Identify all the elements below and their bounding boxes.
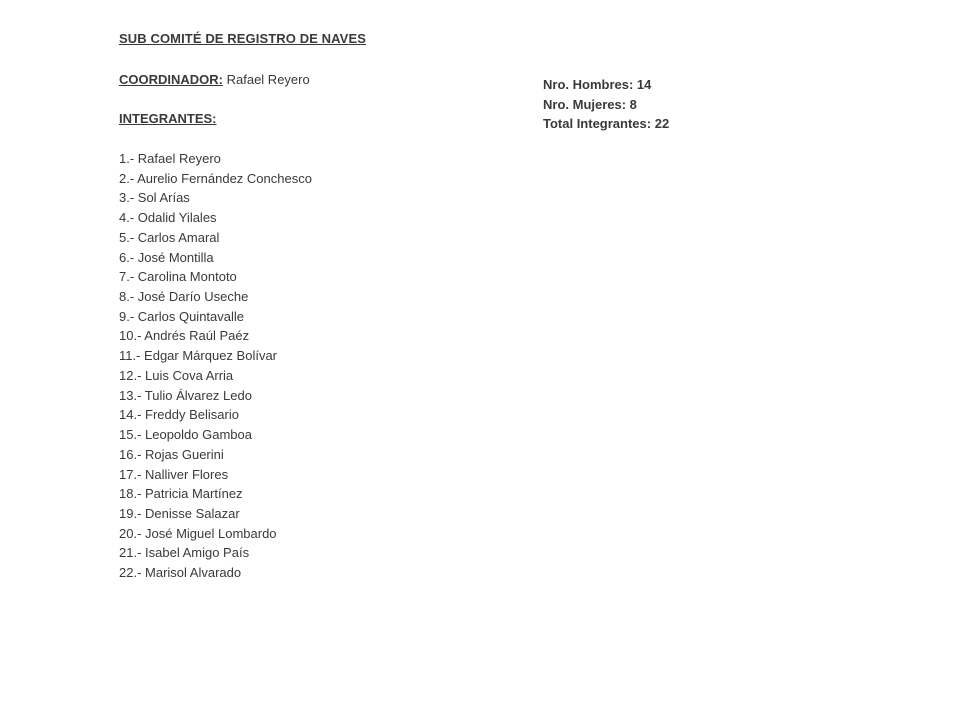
member-item: 4.- Odalid Yilales [119, 210, 217, 226]
coordinator-label: COORDINADOR: [119, 72, 223, 87]
stats-block [543, 77, 669, 136]
member-item: 22.- Marisol Alvarado [119, 565, 242, 581]
member-item: 6.- José Montilla [119, 249, 214, 265]
member-item: 10.- Andrés Raúl Paéz [119, 328, 250, 344]
member-item: 8.- José Darío Useche [119, 289, 249, 305]
member-item: 19.- Denisse Salazar [119, 505, 240, 521]
member-item: 1.- Rafael Reyero [119, 151, 221, 166]
member-item: 15.- Leopoldo Gamboa [119, 427, 252, 443]
member-item: 12.- Luis Cova Arria [119, 367, 234, 383]
stat-women: Nro. Mujeres: 8 [543, 96, 637, 112]
member-item: 2.- Aurelio Fernández Conchesco [119, 170, 312, 186]
member-item: 13.- Tulio Álvarez Ledo [119, 387, 252, 403]
members-list [119, 151, 312, 585]
member-item: 9.- Carlos Quintavalle [119, 308, 244, 324]
member-item: 3.- Sol Arías [119, 190, 190, 206]
member-item: 11.- Edgar Márquez Bolívar [119, 348, 277, 364]
member-item: 18.- Patricia Martínez [119, 486, 243, 502]
member-item: 7.- Carolina Montoto [119, 269, 237, 285]
member-item: 17.- Nalliver Flores [119, 466, 229, 482]
member-item: 20.- José Miguel Lombardo [119, 525, 277, 541]
member-item: 16.- Rojas Guerini [119, 446, 224, 462]
member-item: 5.- Carlos Amaral [119, 229, 220, 245]
document-title: SUB COMITÉ DE REGISTRO DE NAVES [119, 31, 366, 46]
coordinator-name: Rafael Reyero [223, 72, 310, 87]
coordinator-line [119, 72, 310, 87]
stat-total: Total Integrantes: 22 [543, 116, 670, 131]
members-heading: INTEGRANTES: [119, 111, 217, 126]
stat-men: Nro. Hombres: 14 [543, 77, 652, 92]
member-item: 14.- Freddy Belisario [119, 407, 239, 423]
member-item: 21.- Isabel Amigo País [119, 545, 250, 561]
